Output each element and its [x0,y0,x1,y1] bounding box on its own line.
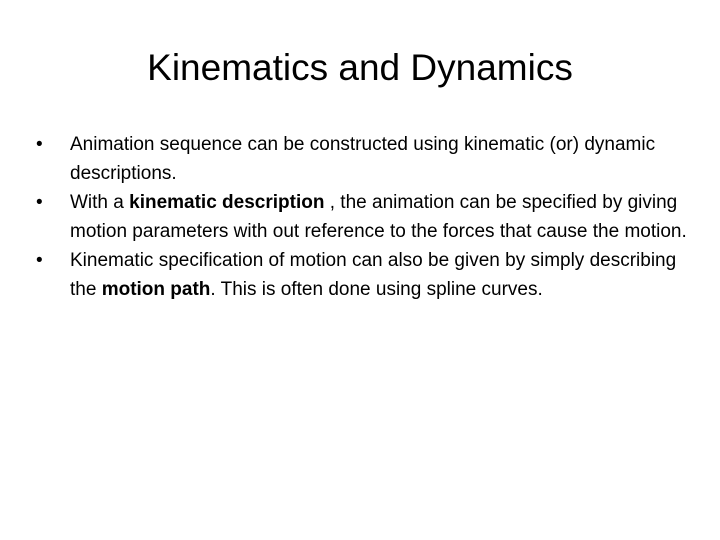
bullet-item-3 [36,246,696,304]
bullet-text: Animation sequence can be constructed using kinematic (or) dynamic descriptions. [70,134,656,184]
bullet-marker: • [36,134,43,155]
bullet-item-1 [36,130,696,188]
bullet-item-2 [36,188,696,246]
bullet-marker: • [36,192,43,213]
bullet-text: , the animation can be specified by giving motion parameters with out reference to the forces that cause the motion. [70,192,687,242]
bullet-text: With a [70,192,130,213]
bullet-list [36,130,696,304]
slide-title: Kinematics and Dynamics [147,47,573,88]
bullet-marker: • [36,250,43,271]
bullet-text: . This is often done using spline curves. [210,279,543,300]
bold-term-motion-path: motion path [101,279,211,300]
bold-term-kinematic-description: kinematic description [129,192,325,213]
bullet-text: Kinematic specification of motion can also be given by simply describing the [70,250,677,300]
